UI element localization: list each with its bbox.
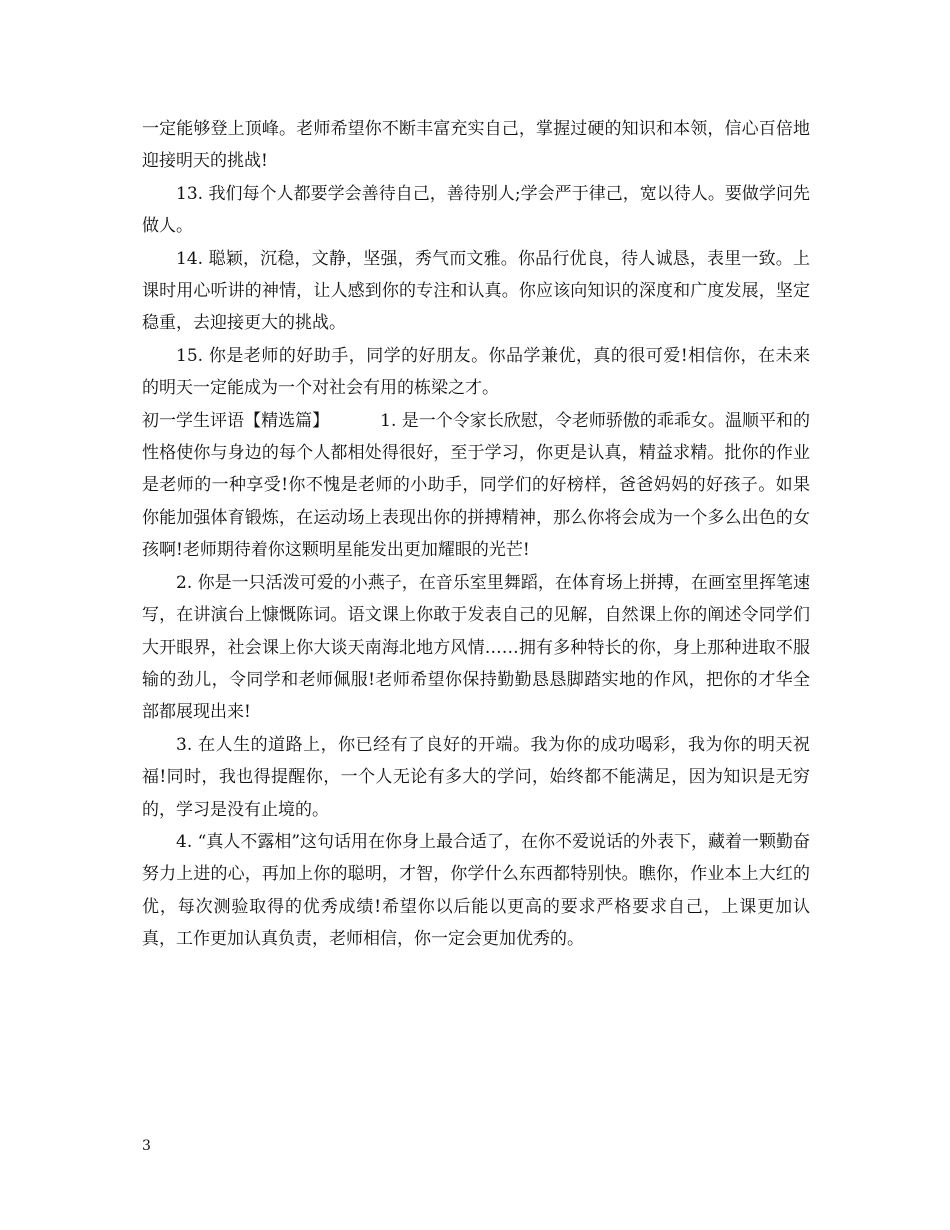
paragraph-item-1: 1. 是一个令家长欣慰，令老师骄傲的乖乖女。温顺平和的性格使你与身边的每个人都相处得很好，至于学习，你更是认真，精益求精。批你的作业是老师的一种享受!你不愧是老师的小助手，同学们的好榜样，爸爸妈妈的好孩子。如果你能加强体育锻炼，在运动场上表现出你的拼搏精神，那么你将会成为一个多么出色的女孩啊!老师期待着你这颗明星能发出更加耀眼的光芒! [142,410,811,561]
page-number: 3 [142,1138,151,1154]
paragraph-continued: 一定能够登上顶峰。老师希望你不断丰富充实自己，掌握过硬的知识和本领，信心百倍地迎接明天的挑战! [142,119,810,172]
paragraph-item-4: 4. “真人不露相”这句话用在你身上最合适了，在你不爱说话的外表下，藏着一颗勤奋努力上进的心，再加上你的聪明，才智，你学什么东西都特别快。瞧你，作业本上大红的优，每次测验取得的优秀成绩!希望你以后能以更高的要求严格要求自己，上课更加认真，工作更加认真负责，老师相信，你一定会更加优秀的。 [142,831,811,950]
section-title: 初一学生评语【精选篇】 [142,410,330,431]
paragraph-item-3: 3. 在人生的道路上，你已经有了良好的开端。我为你的成功喝彩，我为你的明天祝福!同时，我也得提醒你，一个人无论有多大的学问，始终都不能满足，因为知识是无穷的，学习是没有止境的。 [142,734,810,820]
section-gap [329,411,380,431]
paragraph-item-14: 14. 聪颖，沉稳，文静，坚强，秀气而文雅。你品行优良，待人诚恳，表里一致。上课时用心听讲的神情，让人感到你的专注和认真。你应该向知识的深度和广度发展，坚定稳重，去迎接更大的挑战。 [142,248,810,334]
section-paragraph [142,405,810,567]
paragraph-item-15: 15. 你是老师的好助手，同学的好朋友。你品学兼优，真的很可爱!相信你，在未来的明天一定能成为一个对社会有用的栋梁之才。 [142,345,810,399]
document-body [142,113,810,956]
paragraph-item-13: 13. 我们每个人都要学会善待自己，善待别人;学会严于律己，宽以待人。要做学问先做人。 [142,183,810,237]
paragraph-item-2: 2. 你是一只活泼可爱的小燕子，在音乐室里舞蹈，在体育场上拼搏，在画室里挥笔速写，在讲演台上慷慨陈词。语文课上你敢于发表自己的见解，自然课上你的阐述令同学们大开眼界，社会课上你大谈天南海北地方风情……拥有多种特长的你，身上那种进取不服输的劲儿，令同学和老师佩服!老师希望你保持勤勤恳恳脚踏实地的作风，把你的才华全部都展现出来! [142,572,810,723]
